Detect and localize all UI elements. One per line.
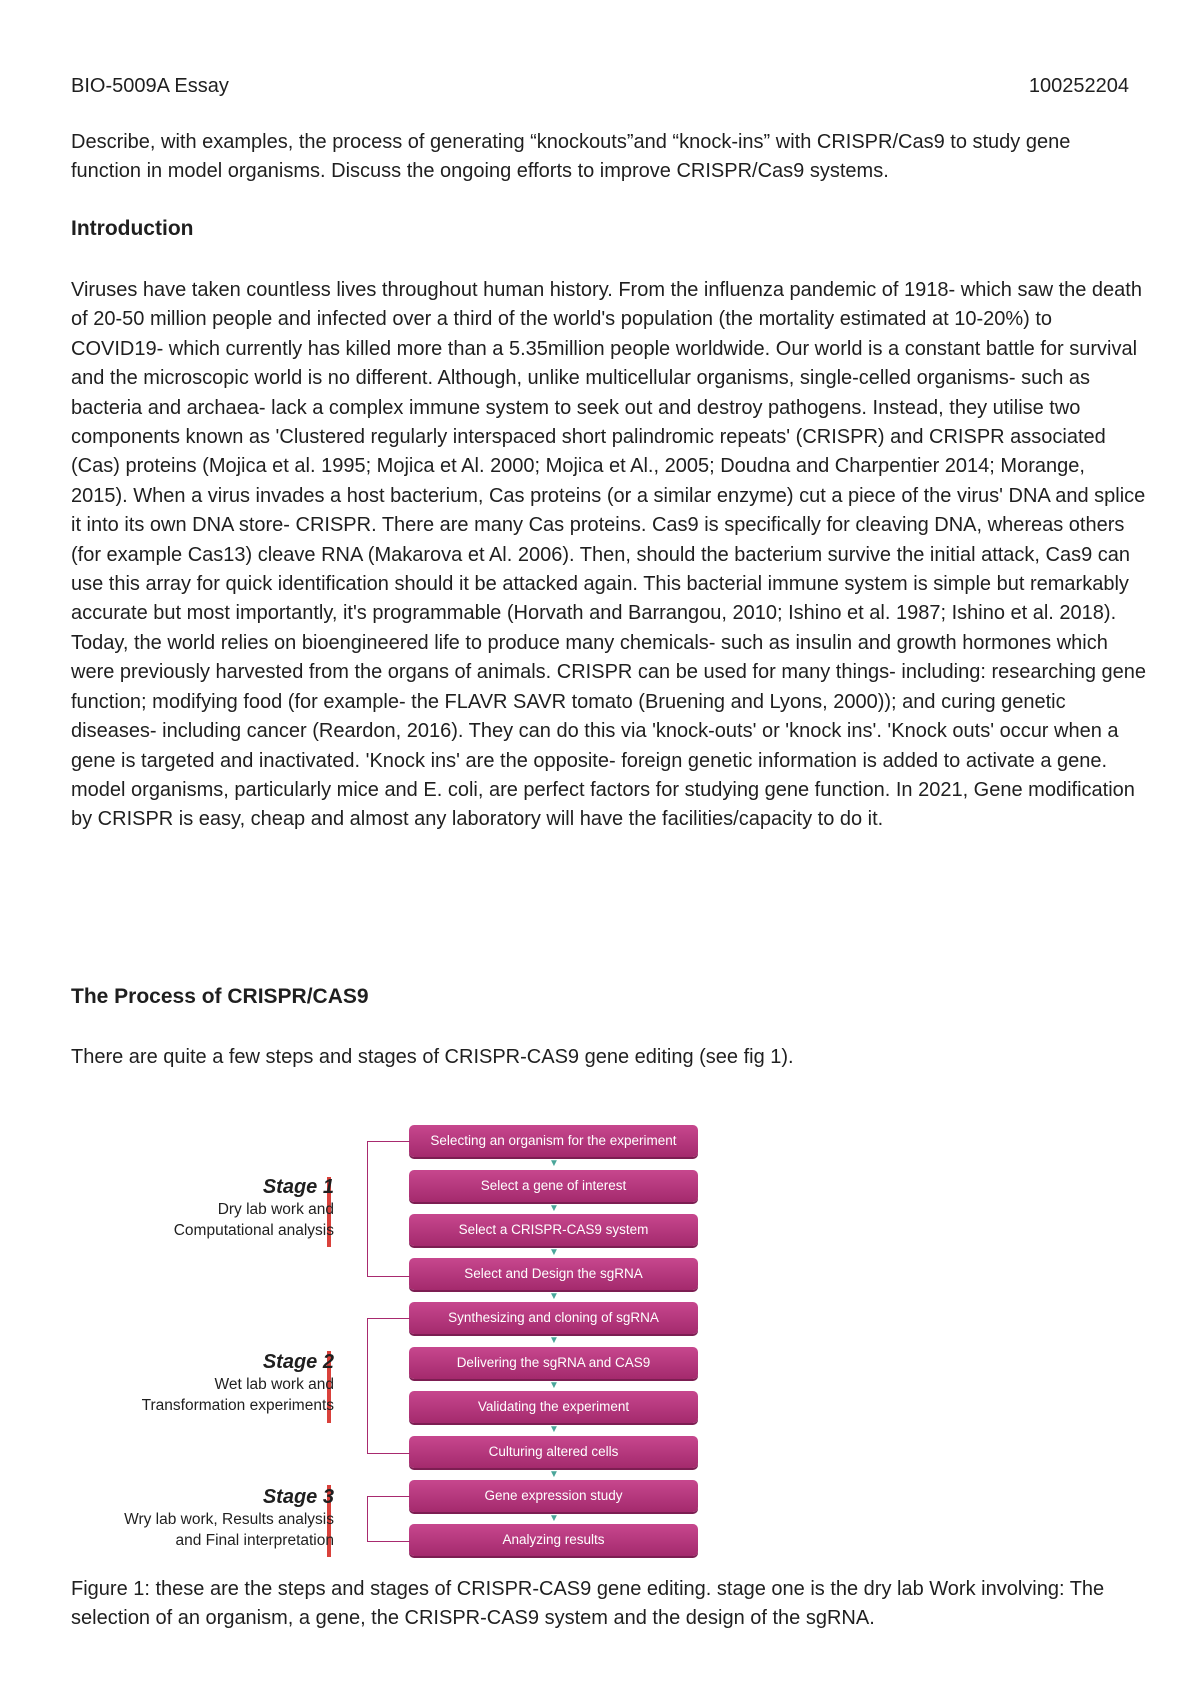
- down-arrow-icon: ▼: [549, 1469, 559, 1480]
- stage-3-label: [34, 1485, 334, 1551]
- page-header: [71, 74, 1129, 98]
- down-arrow-icon: ▼: [549, 1513, 559, 1524]
- introduction-paragraph: Viruses have taken countless lives throughout human history. From the influenza pandemic of 1918- which saw the death of 20-50 million people and infected over a third of the world's population (the mortality estimated at 10-20%) to COVID19- which currently has killed more than a 5.35million people worldwide. Our world is a constant battle for survival and the microscopic world is no different. Although, unlike multicellular organisms, single-celled organisms- such as bacteria and archaea- lack a complex immune system to seek out and destroy pathogens. Instead, they utilise two components known as 'Clustered regularly interspaced short palindromic repeats' (CRISPR) and CRISPR associated (Cas) proteins (Mojica et al. 1995; Mojica et Al. 2000; Mojica et Al., 2005; Doudna and Charpentier 2014; Morange, 2015). When a virus invades a host bacterium, Cas proteins (or a similar enzyme) cut a piece of the virus' DNA and splice it into its own DNA store- CRISPR. There are many Cas proteins. Cas9 is specifically for cleaving DNA, whereas others (for example Cas13) cleave RNA (Makarova et Al. 2006). Then, should the bacterium survive the initial attack, Cas9 can use this array for quick identification should it be attacked again. This bacterial immune system is simple but remarkably accurate but most importantly, it's programmable (Horvath and Barrangou, 2010; Ishino et al. 1987; Ishino et al. 2018). Today, the world relies on bioengineered life to produce many chemicals- such as insulin and growth hormones which were previously harvested from the organs of animals. CRISPR can be used for many things- including: researching gene function; modifying food (for example- the FLAVR SAVR tomato (Bruening and Lyons, 2000)); and curing genetic diseases- including cancer (Reardon, 2016). They can do this via 'knock-outs' or 'knock ins'. 'Knock outs' occur when a gene is targeted and inactivated. 'Knock ins' are the opposite- foreign genetic information is added to activate a gene. model organisms, particularly mice and E. coli, are perfect factors for studying gene function. In 2021, Gene modification by CRISPR is easy, cheap and almost any laboratory will have the facilities/capacity to do it.: [71, 279, 1146, 831]
- down-arrow-icon: ▼: [549, 1291, 559, 1302]
- step-box: Synthesizing and cloning of sgRNA: [409, 1302, 698, 1334]
- step-box: Selecting an organism for the experiment: [409, 1125, 698, 1157]
- step-box: Gene expression study: [409, 1480, 698, 1512]
- step-box: Analyzing results: [409, 1524, 698, 1556]
- step-box: Delivering the sgRNA and CAS9: [409, 1347, 698, 1379]
- down-arrow-icon: ▼: [549, 1335, 559, 1346]
- step-box: Select a gene of interest: [409, 1170, 698, 1202]
- step-box: Culturing altered cells: [409, 1436, 698, 1468]
- step-box: Validating the experiment: [409, 1391, 698, 1423]
- stage-description: Wry lab work, Results analysis: [124, 1511, 334, 1528]
- down-arrow-icon: ▼: [549, 1203, 559, 1214]
- stage-2-bracket: [367, 1318, 410, 1454]
- process-heading: The Process of CRISPR/CAS9: [71, 985, 369, 1008]
- figure-caption: Figure 1: these are the steps and stages of CRISPR-CAS9 gene editing. stage one is the dry lab Work involving: The selection of an organism, a gene, the CRISPR-CAS9 system and the design of the sgRNA.: [71, 1578, 1105, 1630]
- stage-description: Computational analysis: [173, 1222, 334, 1239]
- step-box: Select and Design the sgRNA: [409, 1258, 698, 1290]
- stage-description: and Final interpretation: [175, 1532, 334, 1549]
- down-arrow-icon: ▼: [549, 1158, 559, 1169]
- process-intro-paragraph: There are quite a few steps and stages of CRISPR-CAS9 gene editing (see fig 1).: [71, 1046, 794, 1068]
- student-id: 100252204: [1028, 75, 1129, 97]
- stage-title: Stage 2: [262, 1351, 334, 1373]
- stage-3-bracket: [367, 1496, 410, 1542]
- stage-1-bracket: [367, 1141, 410, 1277]
- crispr-workflow-diagram: [0, 1115, 1200, 1565]
- introduction-heading: Introduction: [71, 217, 194, 240]
- step-box: Select a CRISPR-CAS9 system: [409, 1214, 698, 1246]
- down-arrow-icon: ▼: [549, 1424, 559, 1435]
- stage-description: Wet lab work and: [214, 1376, 334, 1393]
- stage-description: Dry lab work and: [217, 1201, 334, 1218]
- down-arrow-icon: ▼: [549, 1247, 559, 1258]
- stage-2-label: [34, 1350, 334, 1416]
- stage-title: Stage 1: [262, 1176, 334, 1198]
- essay-prompt: Describe, with examples, the process of generating “knockouts”and “knock-ins” with CRISPR/Cas9 to study gene function in model organisms. Discuss the ongoing efforts to improve CRISPR/Cas9 systems.: [71, 131, 1071, 182]
- down-arrow-icon: ▼: [549, 1380, 559, 1391]
- stage-description: Transformation experiments: [141, 1397, 334, 1414]
- stage-1-label: [34, 1175, 334, 1241]
- stage-title: Stage 3: [262, 1486, 334, 1508]
- course-label: BIO-5009A Essay: [71, 75, 229, 97]
